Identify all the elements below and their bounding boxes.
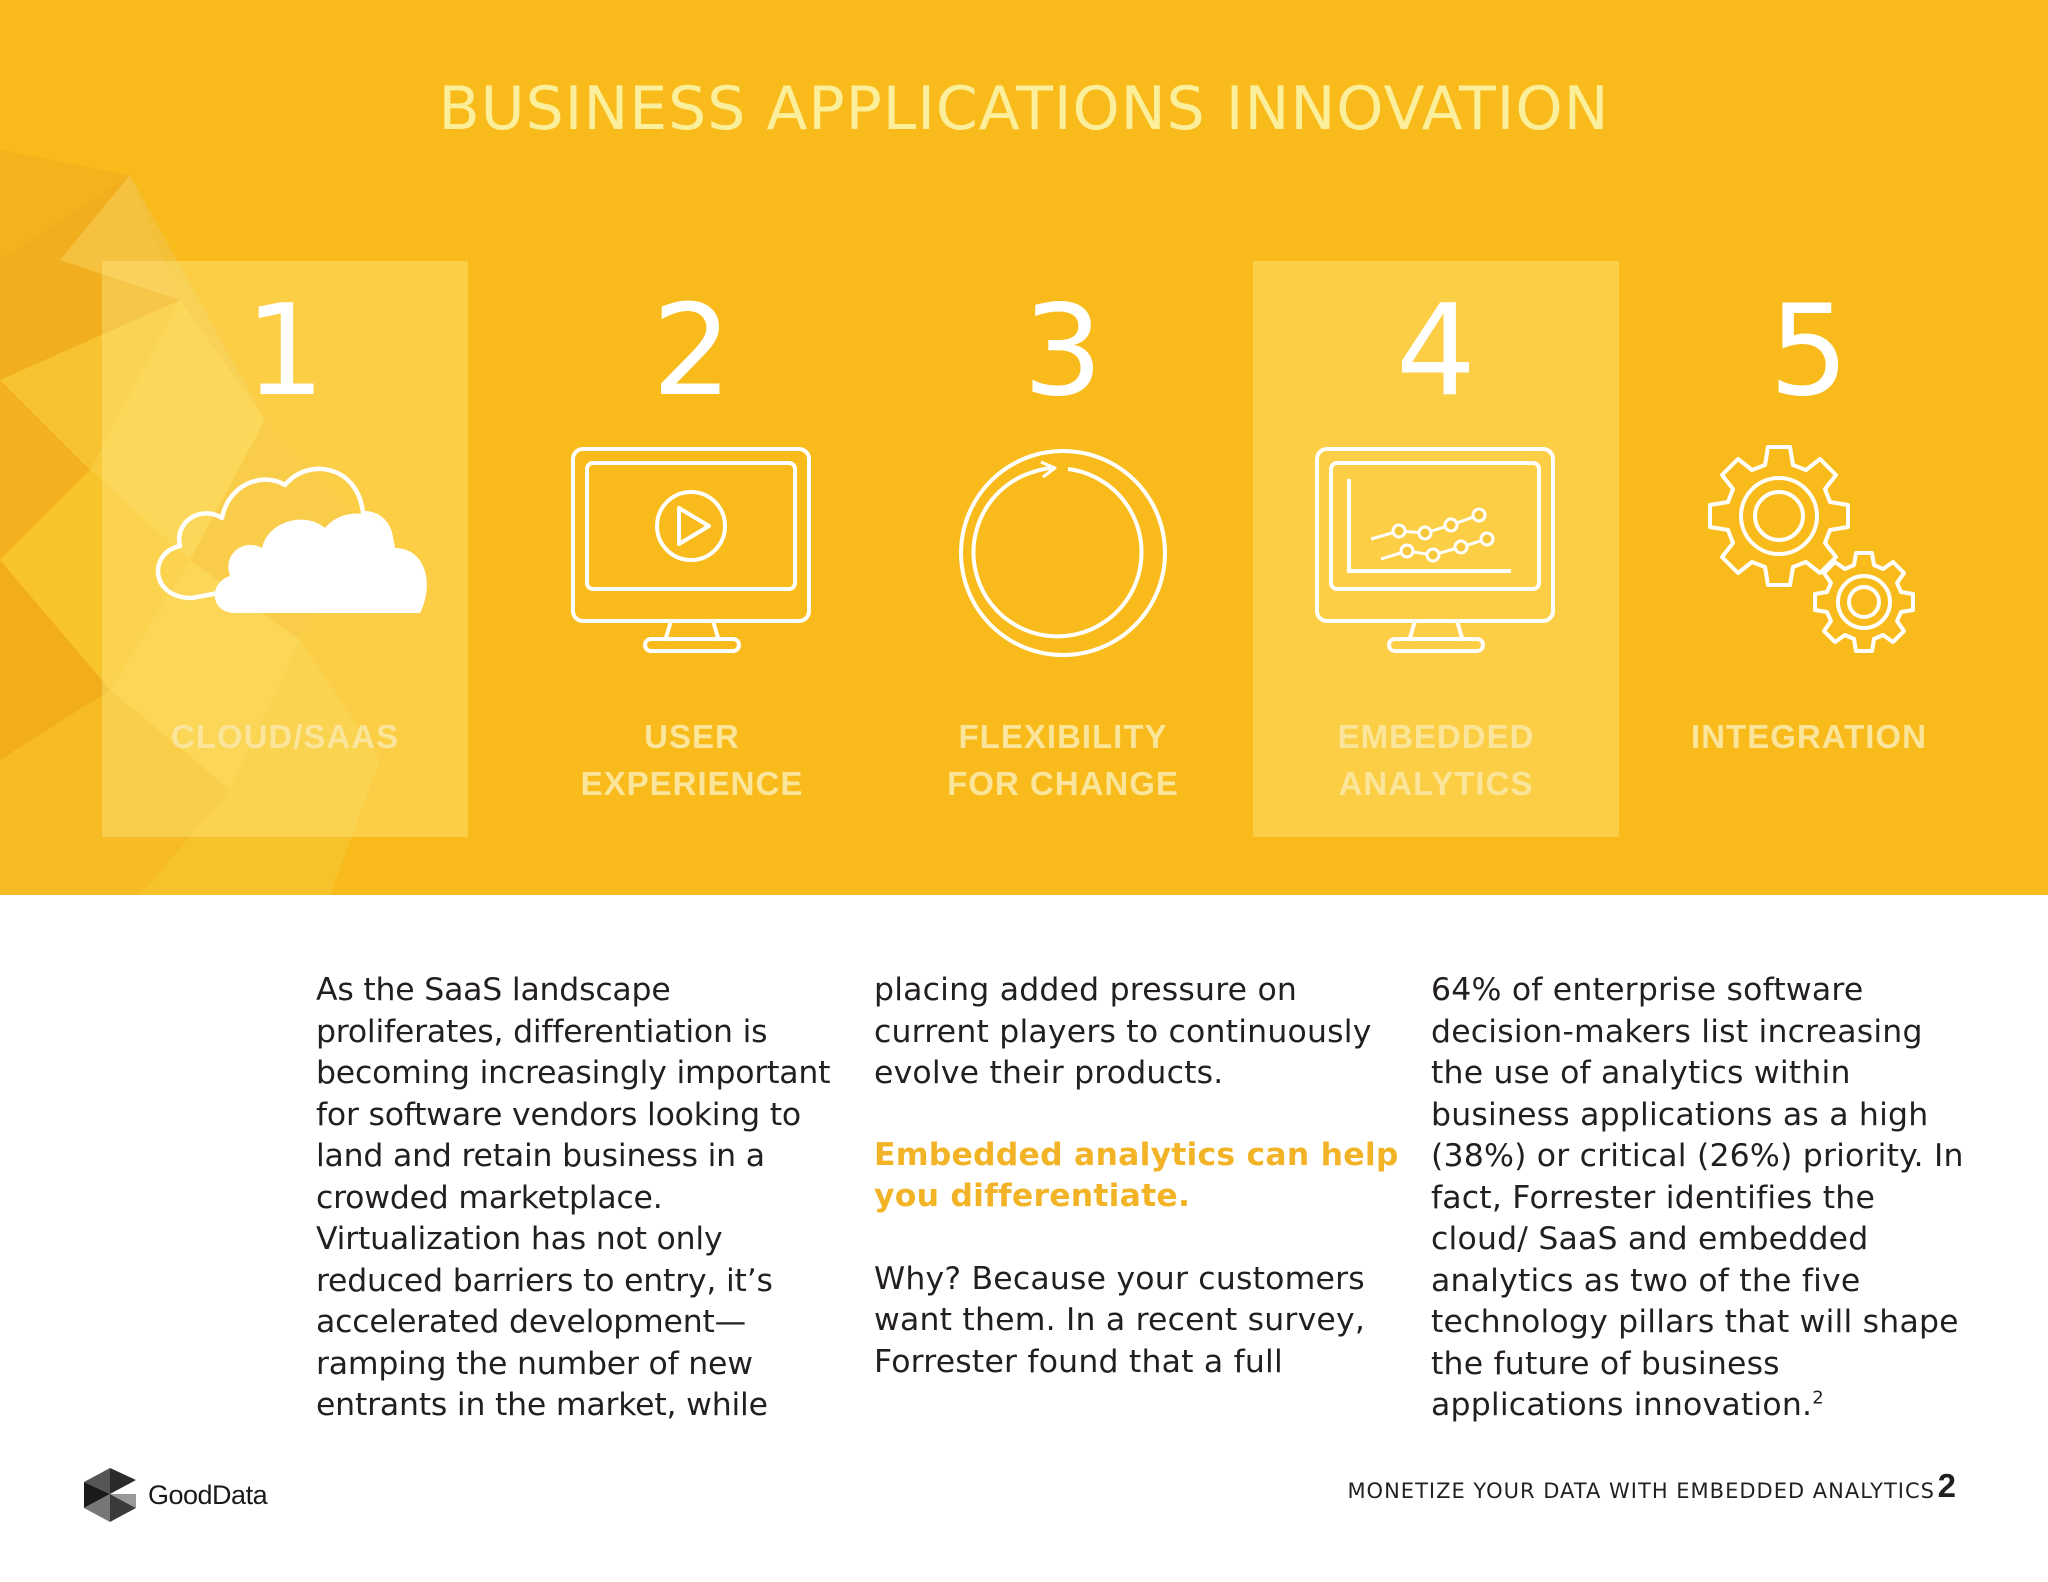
body-text: 64% of enterprise software decision-makers list increasing the use of analytics within business applications as a high (38%) or critical (26%) priority. In fact, Forrester identifies the cloud/ SaaS and embedded analytics as two of the five technology pillars that will shape the future of business applications innovation. — [1431, 972, 1964, 1423]
highlight-callout: Embedded analytics can help you differentiate. — [874, 1136, 1399, 1214]
pillar-integration — [1626, 261, 1992, 837]
pillar-label: CLOUD/SAAS — [170, 718, 400, 755]
body-paragraph: Why? Because your customers want them. In a recent survey, Forrester found that a full — [874, 1260, 1366, 1380]
pillar-number: 5 — [1768, 277, 1850, 424]
body-column-3 — [1431, 970, 1971, 1427]
circular-arrow-icon — [880, 443, 1246, 673]
pillar-label: EMBEDDED ANALYTICS — [1337, 718, 1535, 802]
body-column-1 — [316, 970, 856, 1427]
pillar-label: FLEXIBILITY FOR CHANGE — [947, 718, 1179, 802]
pillar-cloud-saas — [102, 261, 468, 837]
pillar-number: 2 — [651, 277, 733, 424]
body-paragraph: placing added pressure on current players to continuously evolve their products. — [874, 972, 1372, 1091]
gears-icon — [1626, 443, 1992, 673]
page-title: BUSINESS APPLICATIONS INNOVATION — [438, 74, 1610, 144]
body-paragraph — [1431, 970, 1971, 1427]
body-column-2 — [874, 970, 1414, 1383]
pillar-number: 3 — [1022, 277, 1104, 424]
pillar-label: USER EXPERIENCE — [580, 718, 804, 802]
footnote-marker: 2 — [1812, 1387, 1824, 1409]
brand-name: GoodData — [148, 1480, 268, 1510]
page-number: 2 — [1937, 1467, 1956, 1504]
pillar-flexibility-for-change — [880, 261, 1246, 837]
pillar-user-experience — [509, 261, 875, 837]
monitor-play-icon — [509, 443, 875, 673]
pillar-label: INTEGRATION — [1691, 718, 1927, 755]
pillar-embedded-analytics — [1253, 261, 1619, 837]
body-paragraph: As the SaaS landscape proliferates, differentiation is becoming increasingly important for software vendors looking to land and retain business in a crowded marketplace. Virtualization has not only reduced barriers to entry, it’s accelerated development—ramping the number of new entrants in the market, while — [316, 972, 831, 1423]
pillar-number: 1 — [244, 277, 326, 424]
cloud-icon — [102, 443, 468, 673]
monitor-chart-icon — [1253, 443, 1619, 673]
pillar-number: 4 — [1395, 277, 1477, 424]
document-title: MONETIZE YOUR DATA WITH EMBEDDED ANALYTICS — [1347, 1479, 1935, 1503]
